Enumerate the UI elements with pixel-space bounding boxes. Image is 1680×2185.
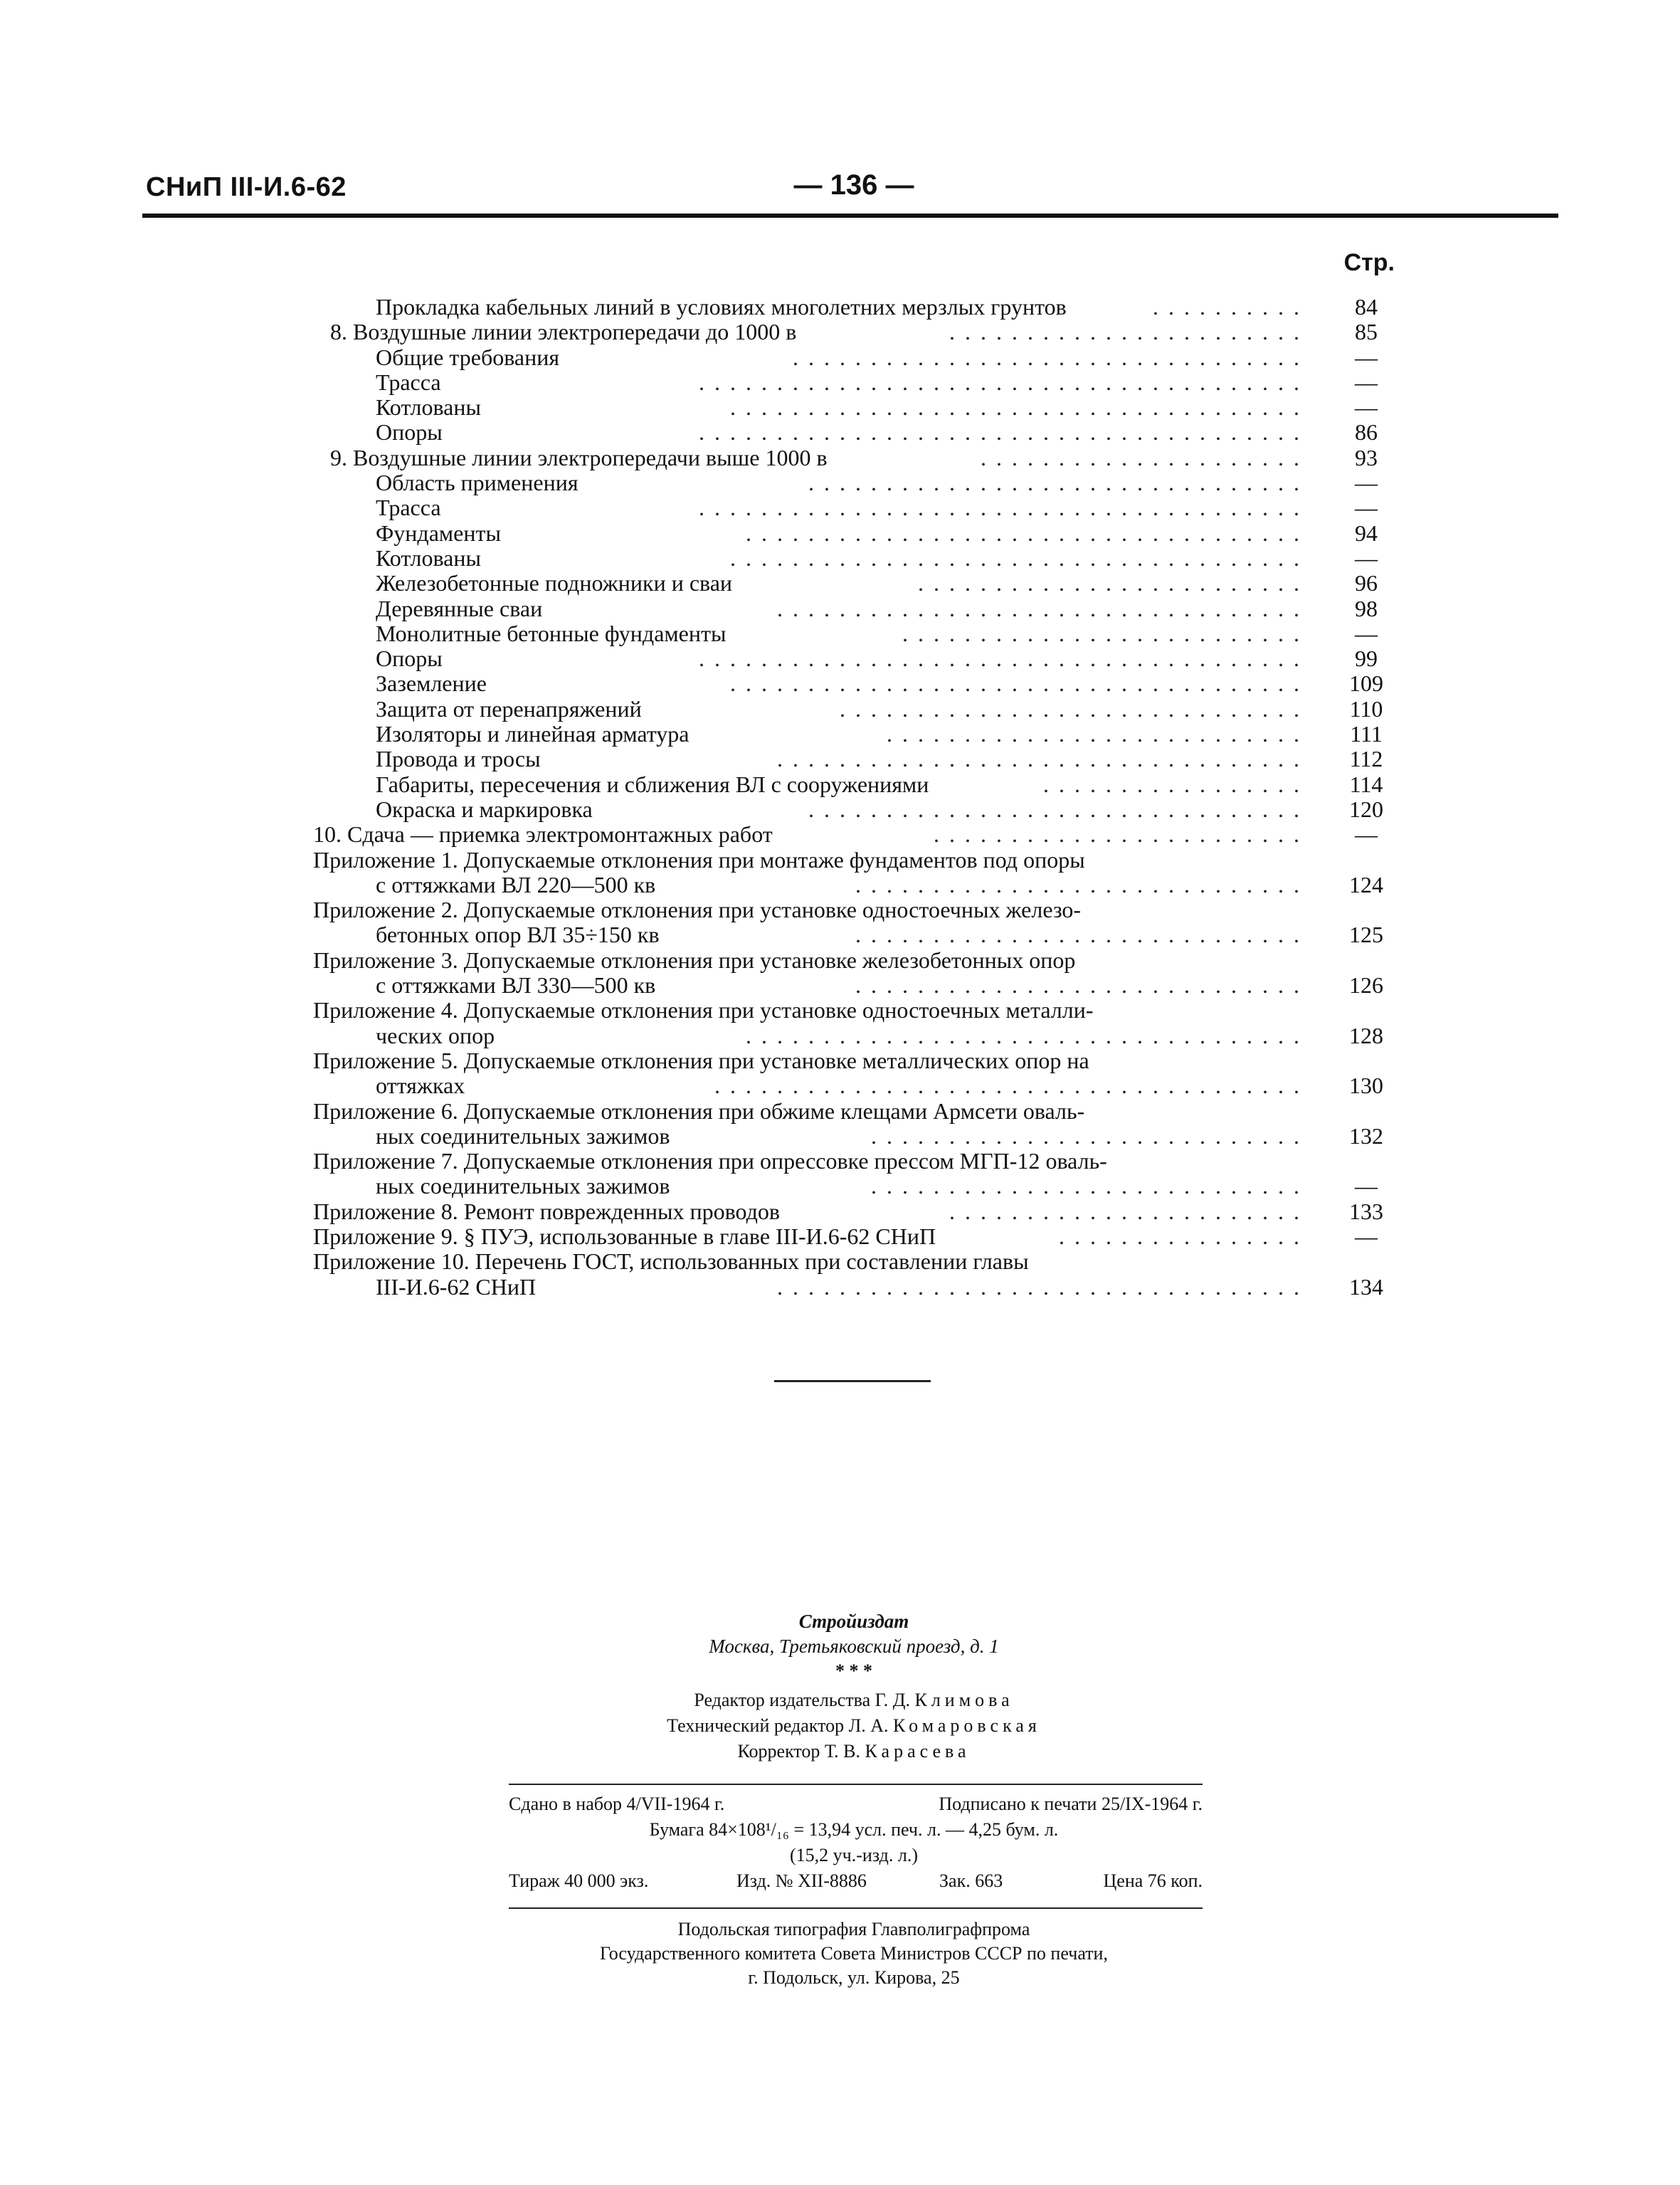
publication-number: Изд. № XII-8886 — [736, 1870, 867, 1891]
toc-entry-page: 114 — [1349, 771, 1383, 797]
toc-entry — [313, 722, 1395, 747]
toc-entry-page: 86 — [1355, 419, 1378, 446]
toc-entry-page: — — [1355, 544, 1378, 571]
toc-entry — [313, 470, 1395, 495]
printer-line-3: г. Подольск, ул. Кирова, 25 — [748, 1967, 960, 1988]
toc-dot-leader: ....................................... — [699, 646, 1309, 672]
toc-entry — [313, 897, 1395, 922]
toc-entry — [313, 1073, 1395, 1098]
imprint-rule-bottom — [509, 1907, 1203, 1909]
toc-entry-page: — — [1355, 470, 1378, 496]
toc-entry-title: Приложение 7. Допускаемые отклонения при опрессовке прессом МГП-12 оваль- — [313, 1148, 1107, 1174]
toc-entry-title: 10. Сдача — приемка электромонтажных работ — [313, 821, 773, 848]
toc-entry — [313, 922, 1395, 947]
toc-dot-leader: .................................. — [777, 746, 1309, 772]
toc-entry-page: 93 — [1355, 444, 1378, 470]
toc-dot-leader: ................................ — [808, 796, 1309, 822]
toc-dot-leader: ............................ — [871, 1122, 1309, 1149]
toc-entry-page: 110 — [1349, 695, 1383, 722]
toc-entry-title: Заземление — [376, 670, 487, 697]
toc-dot-leader: ............................. — [855, 871, 1309, 897]
toc-entry-page: — — [1355, 620, 1378, 646]
toc-entry — [313, 1048, 1395, 1073]
publisher-address: Москва, Третьяковский проезд, д. 1 — [709, 1636, 999, 1657]
editor-name: Климова — [914, 1690, 1014, 1710]
toc-entry-title: Приложение 6. Допускаемые отклонения при обжиме клещами Армсети оваль- — [313, 1097, 1085, 1124]
toc-entry-title: Приложение 10. Перечень ГОСТ, использованных при составлении главы — [313, 1248, 1029, 1275]
toc-entry-page: — — [1355, 1173, 1378, 1199]
toc-dot-leader: ....................................... — [699, 419, 1309, 446]
running-header-code: СНиП III-И.6-62 — [146, 172, 347, 202]
end-rule — [774, 1380, 931, 1382]
toc-entry-title: III-И.6-62 СНиП — [376, 1273, 537, 1300]
toc-entry — [313, 1149, 1395, 1174]
toc-entry-title: с оттяжками ВЛ 220—500 кв — [376, 871, 656, 897]
page-number: — 136 — — [793, 169, 914, 201]
header-rule — [142, 214, 1558, 218]
toc-entry — [313, 671, 1395, 696]
toc-dot-leader: ................. — [1043, 771, 1309, 797]
toc-entry — [313, 571, 1395, 596]
toc-entry-page: 98 — [1355, 595, 1378, 621]
toc-entry — [313, 395, 1395, 420]
toc-entry — [313, 295, 1395, 320]
toc-entry — [313, 1199, 1395, 1224]
toc-entry-page: 132 — [1349, 1122, 1383, 1149]
toc-dot-leader: .......................... — [902, 620, 1309, 646]
toc-entry-title: Железобетонные подножники и сваи — [376, 570, 733, 596]
toc-entry — [313, 596, 1395, 621]
toc-entry-page: — — [1355, 1223, 1378, 1249]
table-of-contents — [313, 295, 1395, 1300]
toc-dot-leader: ............................ — [871, 1173, 1309, 1199]
toc-dot-leader: ....................... — [949, 319, 1309, 345]
paper-sheets: (15,2 уч.-изд. л.) — [790, 1845, 918, 1865]
toc-entry-page: 94 — [1355, 520, 1378, 546]
toc-entry-title: Монолитные бетонные фундаменты — [376, 620, 727, 646]
toc-entry — [313, 873, 1395, 897]
toc-entry-page: 134 — [1349, 1273, 1383, 1300]
toc-entry-title: Приложение 8. Ремонт поврежденных проводов — [313, 1198, 780, 1224]
toc-dot-leader: ....................................... — [699, 369, 1309, 395]
toc-entry-page: — — [1355, 344, 1378, 370]
paper-format: Бумага 84×108¹/₁₆ = 13,94 усл. печ. л. — 4,25 бум. л. — [649, 1819, 1059, 1840]
toc-entry — [313, 1099, 1395, 1124]
proofreader-name: Карасева — [865, 1741, 971, 1762]
toc-dot-leader: ................ — [1059, 1223, 1309, 1249]
toc-entry-page: 85 — [1355, 319, 1378, 345]
toc-entry — [313, 697, 1395, 722]
toc-entry-title: Приложение 5. Допускаемые отклонения при установке металлических опор на — [313, 1047, 1089, 1073]
toc-entry-title: Опоры — [376, 646, 443, 672]
toc-entry-page: 112 — [1349, 746, 1383, 772]
toc-entry-title: Область применения — [376, 470, 579, 496]
toc-entry-title: бетонных опор ВЛ 35÷150 кв — [376, 922, 660, 948]
toc-entry-title: Опоры — [376, 419, 443, 446]
toc-entry — [313, 1249, 1395, 1274]
print-run: Тираж 40 000 экз. — [509, 1870, 649, 1891]
imprint-rule-top — [509, 1784, 1203, 1785]
imprint-separator: * * * — [835, 1660, 872, 1681]
toc-entry-page: 96 — [1355, 570, 1378, 596]
toc-entry-title: Деревянные сваи — [376, 595, 543, 621]
toc-entry-page: 124 — [1349, 871, 1383, 897]
toc-dot-leader: .............................. — [840, 695, 1309, 722]
publisher-name: Стройиздат — [798, 1611, 909, 1632]
toc-entry-title: ных соединительных зажимов — [376, 1173, 670, 1199]
toc-entry — [313, 1174, 1395, 1199]
toc-dot-leader: ............................. — [855, 922, 1309, 948]
toc-entry — [313, 772, 1395, 797]
proofreader-label: Корректор Т. В. — [737, 1741, 861, 1762]
toc-entry-page: 125 — [1349, 922, 1383, 948]
toc-entry-page: 99 — [1355, 646, 1378, 672]
toc-dot-leader: ....................................... — [699, 495, 1309, 521]
toc-entry-title: Общие требования — [376, 344, 560, 370]
toc-entry — [313, 973, 1395, 998]
toc-entry-title: с оттяжками ВЛ 330—500 кв — [376, 972, 656, 999]
editor-line — [498, 1690, 1210, 1711]
printer-line-2: Государственного комитета Совета Министров СССР по печати, — [600, 1943, 1108, 1964]
toc-entry-title: Приложение 3. Допускаемые отклонения при установке железобетонных опор — [313, 947, 1076, 973]
toc-dot-leader: .................................. — [777, 1273, 1309, 1300]
toc-entry — [313, 1275, 1395, 1300]
toc-entry-page: — — [1355, 495, 1378, 521]
toc-entry — [313, 646, 1395, 671]
toc-entry — [313, 822, 1395, 847]
toc-entry-page: 128 — [1349, 1022, 1383, 1048]
toc-dot-leader: ..................... — [981, 444, 1309, 470]
toc-page-column-label: Стр. — [1343, 249, 1395, 276]
toc-entry — [313, 546, 1395, 571]
tech-editor-line — [498, 1715, 1210, 1737]
toc-dot-leader: .......... — [1153, 294, 1309, 320]
toc-dot-leader: ................................. — [793, 344, 1309, 370]
price: Цена 76 коп. — [1103, 1870, 1203, 1891]
toc-dot-leader: ................................ — [808, 470, 1309, 496]
toc-entry — [313, 848, 1395, 873]
toc-entry — [313, 1023, 1395, 1048]
toc-dot-leader: ......................... — [918, 570, 1309, 596]
toc-dot-leader: ..................................... — [730, 394, 1309, 421]
toc-entry — [313, 998, 1395, 1023]
toc-entry-title: Приложение 2. Допускаемые отклонения при установке одностоечных железо- — [313, 897, 1082, 923]
tech-editor-label: Технический редактор Л. А. — [667, 1715, 889, 1736]
toc-entry-page: — — [1355, 821, 1378, 848]
toc-entry-title: Фундаменты — [376, 520, 501, 546]
toc-entry-title: Габариты, пересечения и сближения ВЛ с сооружениями — [376, 771, 929, 797]
toc-entry — [313, 320, 1395, 344]
toc-entry — [313, 446, 1395, 470]
toc-entry-page: 109 — [1349, 670, 1383, 697]
toc-dot-leader: ....................... — [949, 1198, 1309, 1224]
toc-entry-title: Приложение 1. Допускаемые отклонения при монтаже фундаментов под опоры — [313, 846, 1085, 873]
toc-entry-page: 111 — [1350, 721, 1383, 747]
toc-entry-page: 130 — [1349, 1073, 1383, 1099]
toc-entry-page: — — [1355, 394, 1378, 421]
toc-dot-leader: ..................................... — [730, 670, 1309, 697]
tech-editor-name: Комаровская — [893, 1715, 1041, 1736]
toc-dot-leader: ...................................... — [714, 1073, 1309, 1099]
editor-label: Редактор издательства Г. Д. — [694, 1690, 910, 1710]
toc-entry-page: — — [1355, 369, 1378, 395]
toc-dot-leader: .................................... — [746, 520, 1309, 546]
toc-entry-title: Провода и тросы — [376, 746, 541, 772]
toc-entry-title: Приложение 9. § ПУЭ, использованные в главе III-И.6-62 СНиП — [313, 1223, 936, 1249]
toc-entry-title: 9. Воздушные линии электропередачи выше 1000 в — [330, 444, 828, 470]
toc-entry-page: 120 — [1349, 796, 1383, 822]
toc-dot-leader: ........................... — [887, 721, 1309, 747]
toc-entry — [313, 521, 1395, 546]
toc-entry — [313, 797, 1395, 822]
toc-entry — [313, 345, 1395, 370]
toc-entry-page: 133 — [1349, 1198, 1383, 1224]
toc-entry-title: Котлованы — [376, 394, 481, 421]
toc-entry — [313, 1224, 1395, 1249]
printer-line-1: Подольская типография Главполиграфпрома — [677, 1919, 1030, 1939]
proofreader-line — [498, 1741, 1210, 1762]
order-number: Зак. 663 — [939, 1870, 1003, 1891]
toc-entry-title: Приложение 4. Допускаемые отклонения при установке одностоечных металли- — [313, 997, 1094, 1023]
toc-entry-title: ных соединительных зажимов — [376, 1122, 670, 1149]
toc-entry — [313, 370, 1395, 395]
toc-entry — [313, 1124, 1395, 1149]
toc-entry-title: Прокладка кабельных линий в условиях многолетних мерзлых грунтов — [376, 294, 1067, 320]
toc-entry-title: Трасса — [376, 495, 441, 521]
toc-entry — [313, 948, 1395, 973]
toc-dot-leader: .................................... — [746, 1022, 1309, 1048]
toc-entry-page: 126 — [1349, 972, 1383, 999]
toc-entry-title: 8. Воздушные линии электропередачи до 1000 в — [330, 319, 797, 345]
toc-entry-title: Трасса — [376, 369, 441, 395]
typeset-date: Сдано в набор 4/VII-1964 г. — [509, 1794, 725, 1814]
toc-dot-leader: .................................. — [777, 595, 1309, 621]
toc-entry — [313, 621, 1395, 646]
toc-entry — [313, 747, 1395, 772]
toc-entry-title: оттяжках — [376, 1073, 465, 1099]
toc-entry-title: Защита от перенапряжений — [376, 695, 642, 722]
toc-dot-leader: ............................. — [855, 972, 1309, 999]
toc-entry — [313, 495, 1395, 520]
toc-entry-title: ческих опор — [376, 1022, 495, 1048]
toc-dot-leader: ..................................... — [730, 544, 1309, 571]
toc-dot-leader: ........................ — [934, 821, 1309, 848]
toc-entry-title: Окраска и маркировка — [376, 796, 593, 822]
signed-date: Подписано к печати 25/IX-1964 г. — [939, 1794, 1203, 1814]
toc-entry — [313, 420, 1395, 445]
toc-entry-page: 84 — [1355, 294, 1378, 320]
toc-entry-title: Изоляторы и линейная арматура — [376, 721, 690, 747]
toc-entry-title: Котлованы — [376, 544, 481, 571]
